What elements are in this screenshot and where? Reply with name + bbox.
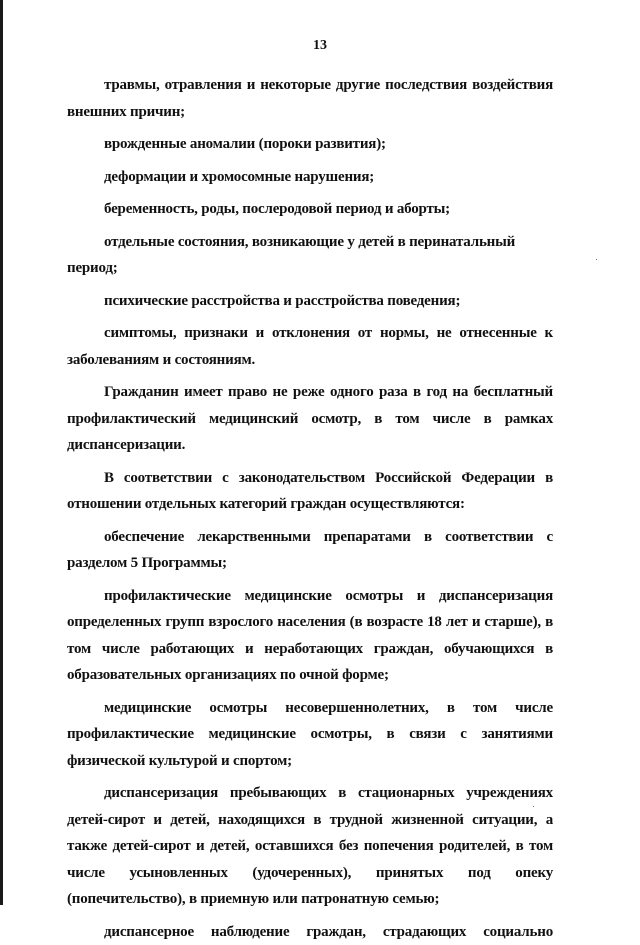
paragraph-perinatal: отдельные состояния, возникающие у детей в перинатальный период;	[67, 229, 553, 282]
paragraph-adult-exams: профилактические медицинские осмотры и диспансеризация определенных групп взрослого населения (в возрасте 18 лет и старше), в том числе работающих и неработающих граждан, обучающихся в образовательных организациях по очной форме;	[67, 583, 553, 689]
paragraph-minor-exams: медицинские осмотры несовершеннолетних, в том числе профилактические медицинские осмотры, в связи с занятиями физической культурой и спортом;	[67, 695, 553, 775]
paragraph-mental: психические расстройства и расстройства поведения;	[67, 288, 553, 315]
document-body	[67, 72, 553, 945]
paragraph-deformations: деформации и хромосомные нарушения;	[67, 164, 553, 191]
scan-speck	[596, 259, 597, 260]
scan-left-edge	[0, 0, 3, 905]
paragraph-injuries: травмы, отравления и некоторые другие последствия воздействия внешних причин;	[67, 72, 553, 125]
paragraph-congenital: врожденные аномалии (пороки развития);	[67, 131, 553, 158]
paragraph-legislation: В соответствии с законодательством Российской Федерации в отношении отдельных категорий граждан осуществляются:	[67, 465, 553, 518]
paragraph-pregnancy: беременность, роды, послеродовой период и аборты;	[67, 196, 553, 223]
paragraph-medicines: обеспечение лекарственными препаратами в соответствии с разделом 5 Программы;	[67, 524, 553, 577]
page-number: 13	[0, 38, 640, 54]
paragraph-orphans: диспансеризация пребывающих в стационарных учреждениях детей-сирот и детей, находящихся в трудной жизненной ситуации, а также детей-сирот и детей, оставшихся без попечения родителей, в том числе усыновленных (удочеренных), принятых под опеку (попечительство), в приемную или патронатную семью;	[67, 780, 553, 913]
paragraph-symptoms: симптомы, признаки и отклонения от нормы, не отнесенные к заболеваниям и состояниям.	[67, 320, 553, 373]
paragraph-dispensary: диспансерное наблюдение граждан, страдающих социально	[67, 919, 553, 945]
paragraph-checkup-right: Гражданин имеет право не реже одного раза в год на бесплатный профилактический медицинский осмотр, в том числе в рамках диспансеризации.	[67, 379, 553, 459]
